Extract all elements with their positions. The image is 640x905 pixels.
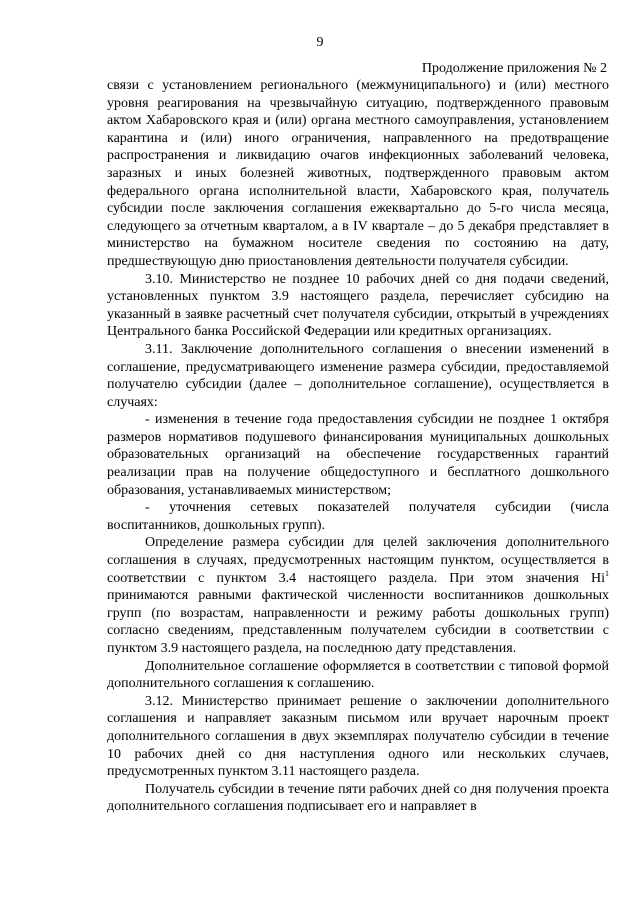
page-number: 9 bbox=[316, 35, 324, 50]
paragraph-additional-agreement-form: Дополнительное соглашение оформляется в соответствии с типовой формой дополнительного соглашения к соглашению. bbox=[107, 658, 609, 692]
paragraph-3-10: 3.10. Министерство не позднее 10 рабочих дней со дня подачи сведений, установленных пунктом 3.9 настоящего раздела, перечисляет субсидию на указанный в заявке расчетный счет получателя субсидии, открытый в учреждениях Центрального банка Российской Федерации или кредитных организациях. bbox=[107, 271, 609, 340]
paragraph-subsidy-size-definition bbox=[107, 534, 609, 657]
paragraph-3-12: 3.12. Министерство принимает решение о заключении дополнительного соглашения и направляет заказным письмом или вручает нарочным проект дополнительного соглашения в двух экземплярах получателю субсидии в течение 10 рабочих дней со дня наступления одного или нескольких случаев, предусмотренных пунктом 3.11 настоящего раздела. bbox=[107, 693, 609, 780]
paragraph-3-11: 3.11. Заключение дополнительного соглашения о внесении изменений в соглашение, предусматривающего изменение размера субсидии, предоставляемой получателю субсидии (далее – дополнительное соглашение), осуществляется в случаях: bbox=[107, 341, 609, 410]
document-body bbox=[107, 77, 609, 816]
text-before-formula: Определение размера субсидии для целей заключения дополнительного соглашения в случаях, предусмотренных настоящим пунктом, осуществляется в соответствии с пунктом 3.4 настоящего раздела. При этом значения Н bbox=[107, 535, 609, 586]
paragraph-continuation: связи с установлением регионального (межмуниципального) и (или) местного уровня реагирования на чрезвычайную ситуацию, подтвержденного правовым актом Хабаровского края и (или) органа местного самоуправления, установлением карантина и (или) иного ограничения, направленного на предотвращение распространения и ликвидацию очагов инфекционных заболеваний человека, заразных и иных болезней животных, подтвержденного правовым актом федерального органа исполнительной власти, Хабаровского края, получатель субсидии после заключения соглашения ежеквартально до 5-го числа месяца, следующего за отчетным кварталом, а в IV квартале – до 5 декабря представляет в министерство на бумажном носителе сведения по состоянию на дату, предшествующую дню приостановления деятельности получателя субсидии. bbox=[107, 78, 609, 269]
list-item-norms-change: - изменения в течение года предоставления субсидии не позднее 1 октября размеров нормативов подушевого финансирования муниципальных дошкольных образовательных организаций на обеспечение государственных гарантий реализации прав на получение общедоступного и бесплатного дошкольного образования, устанавливаемых министерством; bbox=[107, 412, 609, 498]
formula-superscript: 1 bbox=[605, 568, 609, 578]
appendix-continuation-label: Продолжение приложения № 2 bbox=[421, 61, 607, 76]
list-item-network-indicators: - уточнения сетевых показателей получателя субсидии (числа воспитанников, дошкольных групп). bbox=[107, 500, 609, 533]
formula-subscript: i bbox=[601, 570, 605, 586]
paragraph-recipient-signs: Получатель субсидии в течение пяти рабочих дней со дня получения проекта дополнительного соглашения подписывает его и направляет в bbox=[107, 781, 609, 815]
text-after-formula: принимаются равными фактической численности воспитанников дошкольных групп (по возрастам, направленности и режиму работы дошкольных групп) согласно сведениям, представленным получателем субсидии в соответствии с пунктом 3.9 настоящего раздела, на последнюю дату представления. bbox=[107, 588, 609, 656]
